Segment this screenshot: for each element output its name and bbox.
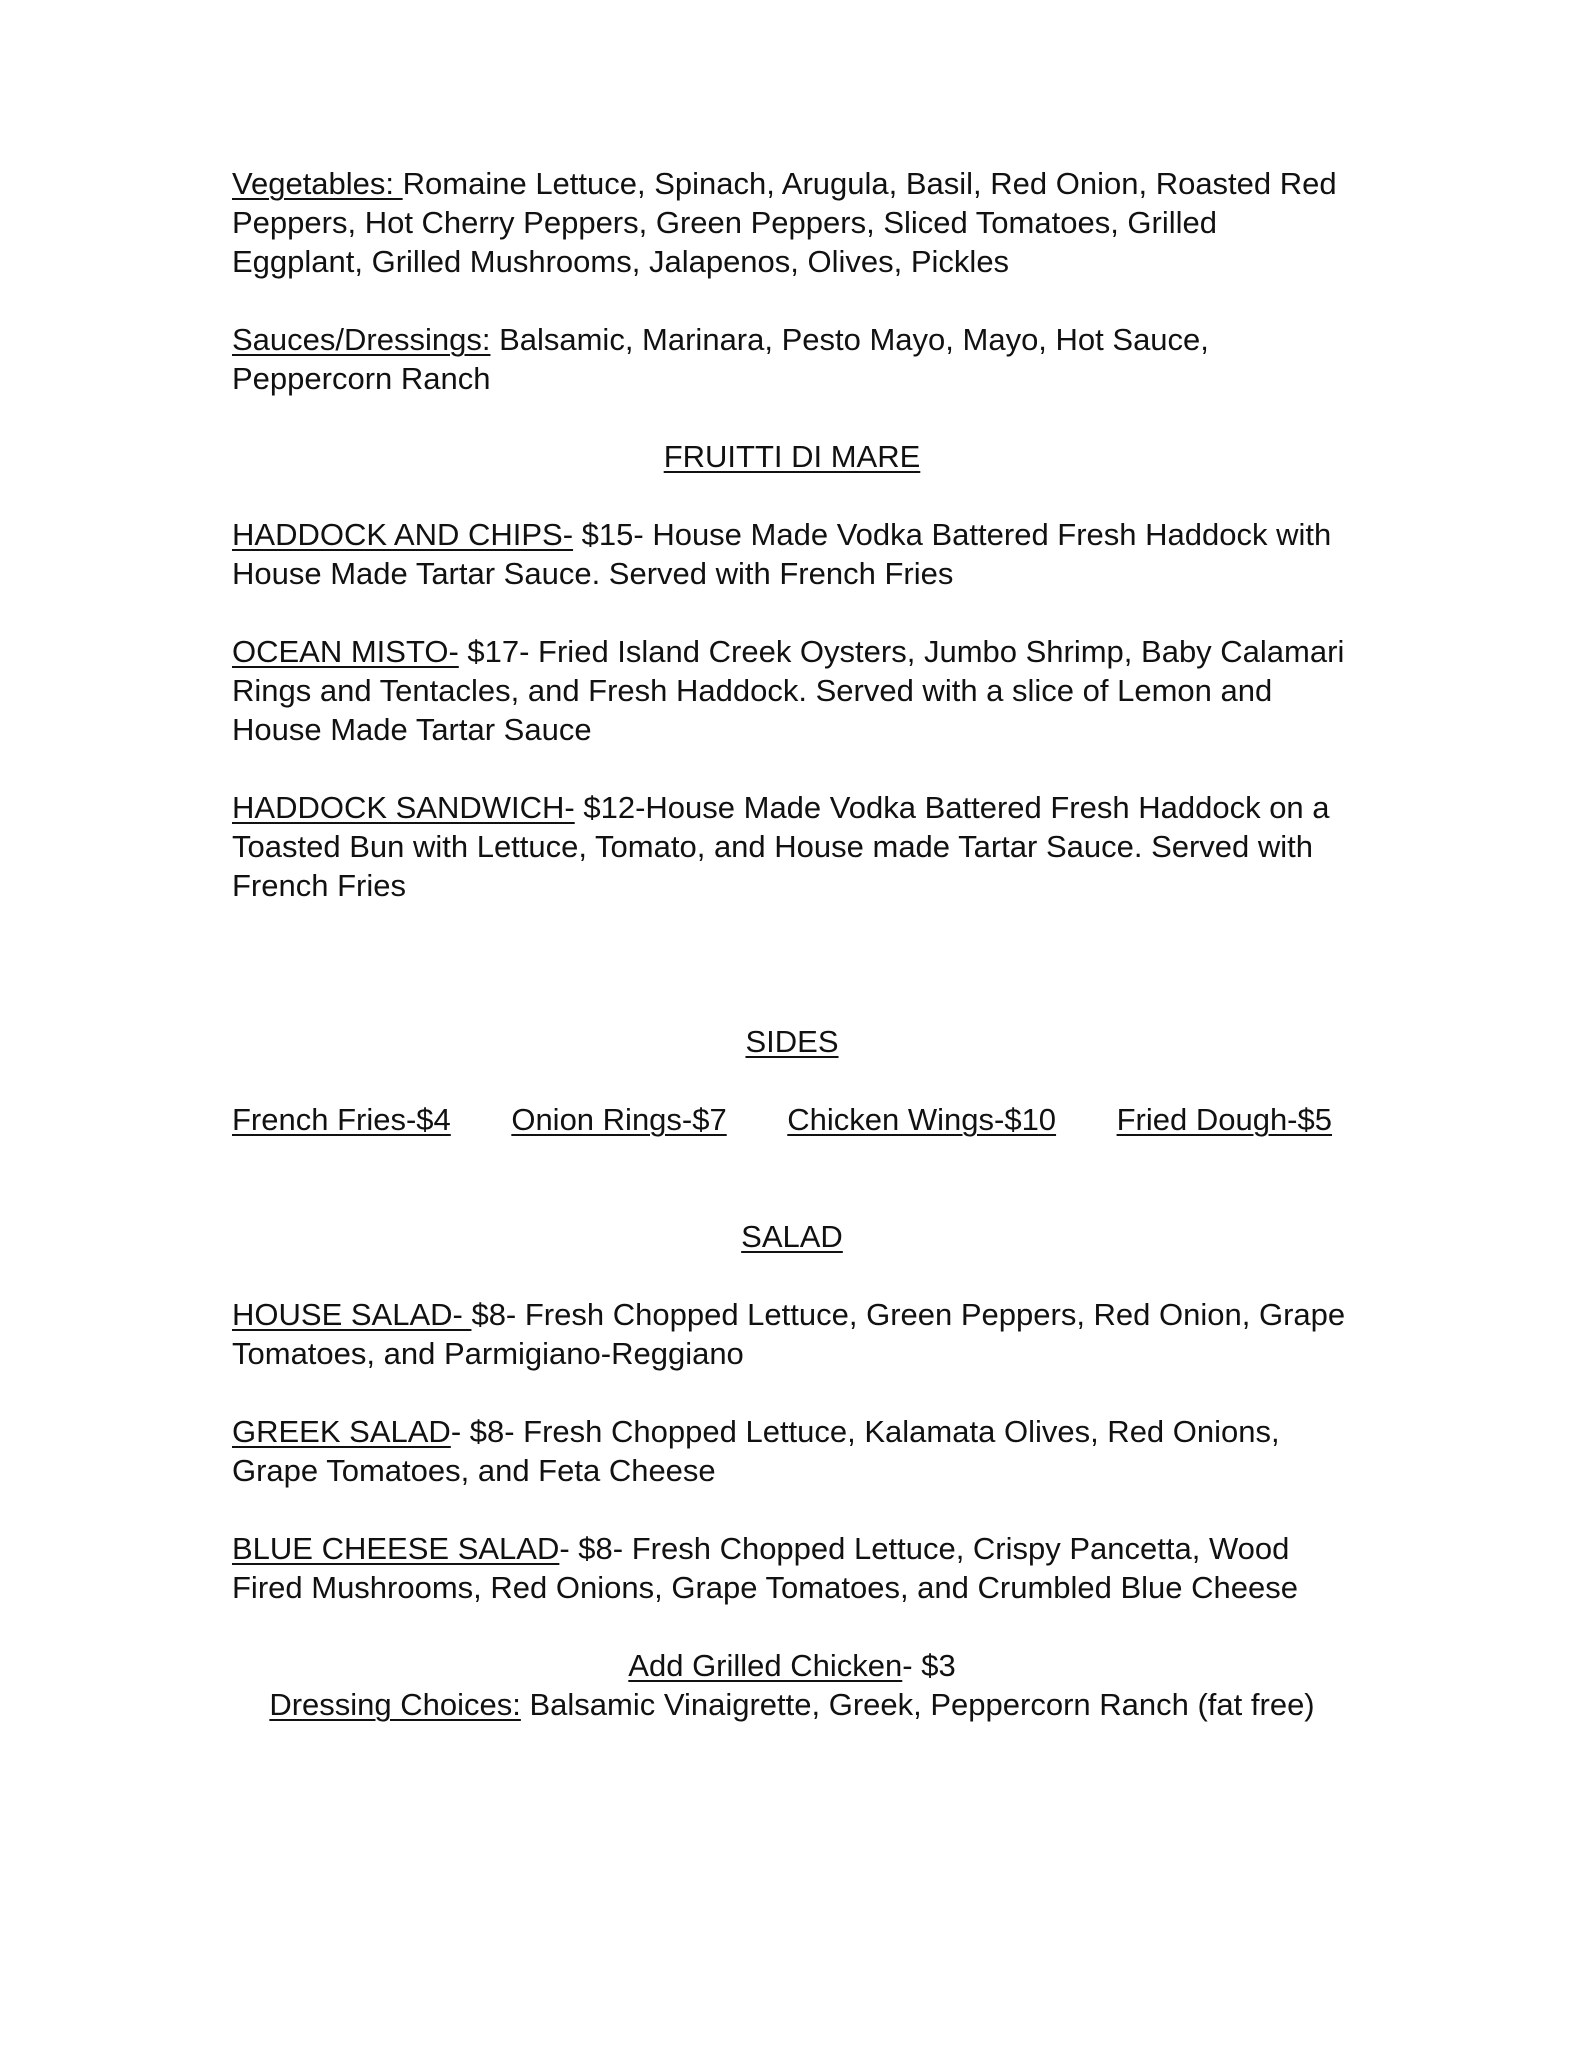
menu-page xyxy=(232,164,1352,1724)
salad-item-description: - $8- Fresh Chopped Lettuce, Crispy Pancetta, Wood Fired Mushrooms, Red Onions, Grape Tomatoes, and Crumbled Blue Cheese xyxy=(232,1531,1299,1605)
salad-item-name: BLUE CHEESE SALAD xyxy=(232,1531,560,1566)
add-chicken-price: - $3 xyxy=(902,1648,956,1683)
menu-item xyxy=(232,515,1352,593)
vegetables-list: Romaine Lettuce, Spinach, Arugula, Basil, Red Onion, Roasted Red Peppers, Hot Cherry Peppers, Green Peppers, Sliced Tomatoes, Grilled Eggplant, Grilled Mushrooms, Jalapenos, Olives, Pickles xyxy=(232,166,1337,279)
fruitti-heading xyxy=(232,437,1352,476)
menu-item-name: OCEAN MISTO- xyxy=(232,634,459,669)
vegetables-label: Vegetables: xyxy=(232,166,403,201)
menu-item-description: $17- Fried Island Creek Oysters, Jumbo Shrimp, Baby Calamari Rings and Tentacles, and Fresh Haddock. Served with a slice of Lemon and House Made Tartar Sauce xyxy=(232,634,1345,747)
menu-item-name: HADDOCK SANDWICH- xyxy=(232,790,575,825)
salad-item xyxy=(232,1529,1352,1607)
salad-item-name: HOUSE SALAD- xyxy=(232,1297,472,1332)
menu-item xyxy=(232,788,1352,905)
dressing-choices-label: Dressing Choices: xyxy=(269,1687,521,1722)
vegetables-section xyxy=(232,164,1352,281)
salad-item xyxy=(232,1412,1352,1490)
side-item: Chicken Wings-$10 xyxy=(787,1102,1057,1137)
menu-item-name: HADDOCK AND CHIPS- xyxy=(232,517,574,552)
salad-heading-text: SALAD xyxy=(741,1219,843,1254)
sauces-list: Balsamic, Marinara, Pesto Mayo, Mayo, Hot Sauce, Peppercorn Ranch xyxy=(232,322,1209,396)
menu-item-description: $12-House Made Vodka Battered Fresh Haddock on a Toasted Bun with Lettuce, Tomato, and House made Tartar Sauce. Served with French Fries xyxy=(232,790,1330,903)
side-item: Onion Rings-$7 xyxy=(511,1102,727,1137)
sides-list xyxy=(232,1100,1332,1139)
salad-item-description: $8- Fresh Chopped Lettuce, Green Peppers, Red Onion, Grape Tomatoes, and Parmigiano-Reggiano xyxy=(232,1297,1346,1371)
fruitti-heading-text: FRUITTI DI MARE xyxy=(663,439,921,474)
salad-item-description: - $8- Fresh Chopped Lettuce, Kalamata Olives, Red Onions, Grape Tomatoes, and Feta Cheese xyxy=(232,1414,1280,1488)
menu-item-description: $15- House Made Vodka Battered Fresh Haddock with House Made Tartar Sauce. Served with French Fries xyxy=(232,517,1332,591)
sides-heading-text: SIDES xyxy=(745,1024,839,1059)
add-chicken-label: Add Grilled Chicken xyxy=(628,1648,903,1683)
dressing-choices-list: Balsamic Vinaigrette, Greek, Peppercorn Ranch (fat free) xyxy=(520,1687,1315,1722)
dressing-choices-line xyxy=(232,1685,1352,1724)
salad-item-name: GREEK SALAD xyxy=(232,1414,451,1449)
salad-heading xyxy=(232,1217,1352,1256)
add-chicken-line xyxy=(232,1646,1352,1685)
side-item: Fried Dough-$5 xyxy=(1116,1102,1332,1137)
salad-item xyxy=(232,1295,1352,1373)
sides-heading xyxy=(232,1022,1352,1061)
sauces-section xyxy=(232,320,1352,398)
menu-item xyxy=(232,632,1352,749)
side-item: French Fries-$4 xyxy=(232,1102,451,1137)
sauces-label: Sauces/Dressings: xyxy=(232,322,491,357)
